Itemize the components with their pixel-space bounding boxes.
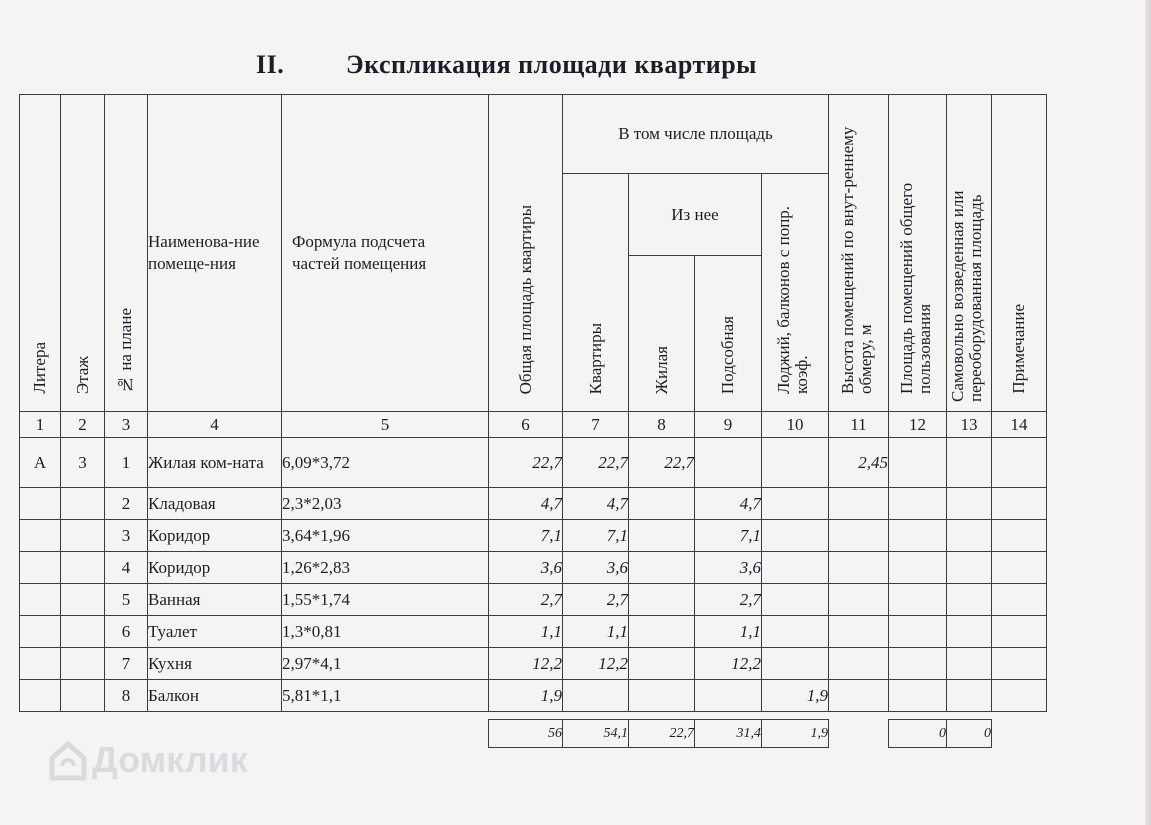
column-numbers-row [20, 412, 1047, 438]
cell-apartment-area [563, 680, 629, 712]
cell-note [992, 616, 1047, 648]
header-unauthorized: Самовольно возведенная или переоборудованная площадь [947, 95, 992, 412]
cell-auxiliary-area: 3,6 [695, 552, 762, 584]
cell-height [829, 584, 889, 616]
cell-height [829, 488, 889, 520]
cell-formula: 1,3*0,81 [282, 616, 489, 648]
cell-room-name: Коридор [148, 552, 282, 584]
cell-total-area: 4,7 [489, 488, 563, 520]
cell-litera [20, 488, 61, 520]
auxiliary-area-sum: 31,4 [695, 720, 762, 748]
cell-height [829, 648, 889, 680]
cell-loggia-area: 1,9 [762, 680, 829, 712]
cell-formula: 1,26*2,83 [282, 552, 489, 584]
column-number: 1 [20, 412, 61, 438]
cell-loggia-area [762, 584, 829, 616]
cell-unauthorized [947, 648, 992, 680]
header-living: Жилая [629, 256, 695, 412]
cell-litera [20, 584, 61, 616]
column-number: 6 [489, 412, 563, 438]
cell-room-name: Кладовая [148, 488, 282, 520]
cell-note [992, 648, 1047, 680]
cell-loggia-area [762, 438, 829, 488]
table-row [20, 488, 1047, 520]
cell-living-area [629, 552, 695, 584]
cell-formula: 3,64*1,96 [282, 520, 489, 552]
header-height: Высота помещений по внут-реннему обмеру, м [829, 95, 889, 412]
cell-common-area [889, 584, 947, 616]
cell-common-area [889, 648, 947, 680]
cell-floor [61, 520, 105, 552]
header-plan-number: № на плане [105, 95, 148, 412]
cell-litera [20, 648, 61, 680]
column-number: 5 [282, 412, 489, 438]
header-auxiliary: Подсобная [695, 256, 762, 412]
explication-table [19, 94, 1047, 748]
column-number: 10 [762, 412, 829, 438]
cell-living-area [629, 584, 695, 616]
cell-litera [20, 680, 61, 712]
header-room-name: Наименова-ние помеще-ния [148, 95, 282, 412]
cell-apartment-area: 1,1 [563, 616, 629, 648]
cell-floor [61, 616, 105, 648]
cell-formula: 6,09*3,72 [282, 438, 489, 488]
cell-common-area [889, 616, 947, 648]
common-area-sum: 0 [889, 720, 947, 748]
cell-plan-number: 8 [105, 680, 148, 712]
cell-plan-number: 5 [105, 584, 148, 616]
column-number: 2 [61, 412, 105, 438]
cell-height [829, 680, 889, 712]
column-number: 8 [629, 412, 695, 438]
cell-floor [61, 488, 105, 520]
cell-room-name: Балкон [148, 680, 282, 712]
cell-note [992, 488, 1047, 520]
cell-height: 2,45 [829, 438, 889, 488]
cell-common-area [889, 520, 947, 552]
cell-common-area [889, 552, 947, 584]
cell-loggia-area [762, 520, 829, 552]
cell-living-area [629, 648, 695, 680]
house-logo-icon [48, 738, 88, 782]
cell-auxiliary-area: 2,7 [695, 584, 762, 616]
cell-note [992, 438, 1047, 488]
cell-auxiliary-area: 4,7 [695, 488, 762, 520]
cell-loggia-area [762, 552, 829, 584]
cell-apartment-area: 22,7 [563, 438, 629, 488]
cell-plan-number: 7 [105, 648, 148, 680]
header-formula: Формула подсчета частей помещения [282, 95, 489, 412]
cell-height [829, 616, 889, 648]
cell-living-area [629, 520, 695, 552]
cell-total-area: 12,2 [489, 648, 563, 680]
table-row [20, 648, 1047, 680]
cell-apartment-area: 4,7 [563, 488, 629, 520]
living-area-sum: 22,7 [629, 720, 695, 748]
column-number: 7 [563, 412, 629, 438]
unauthorized-area-sum: 0 [947, 720, 992, 748]
cell-formula: 1,55*1,74 [282, 584, 489, 616]
cell-plan-number: 1 [105, 438, 148, 488]
cell-loggia-area [762, 488, 829, 520]
cell-unauthorized [947, 584, 992, 616]
watermark-text: Домклик [92, 739, 248, 780]
cell-floor [61, 552, 105, 584]
cell-auxiliary-area: 12,2 [695, 648, 762, 680]
header-floor: Этаж [61, 95, 105, 412]
cell-litera [20, 520, 61, 552]
cell-plan-number: 3 [105, 520, 148, 552]
cell-unauthorized [947, 438, 992, 488]
cell-living-area [629, 616, 695, 648]
table-row [20, 584, 1047, 616]
total-area-sum: 56 [489, 720, 563, 748]
cell-floor [61, 648, 105, 680]
cell-auxiliary-area [695, 438, 762, 488]
header-total-area: Общая площадь квартиры [489, 95, 563, 412]
cell-floor: 3 [61, 438, 105, 488]
cell-formula: 5,81*1,1 [282, 680, 489, 712]
table-row [20, 520, 1047, 552]
cell-height [829, 552, 889, 584]
cell-common-area [889, 680, 947, 712]
page-edge [1145, 0, 1151, 825]
cell-loggia-area [762, 648, 829, 680]
cell-unauthorized [947, 552, 992, 584]
section-title: Экспликация площади квартиры [346, 50, 757, 79]
column-number: 13 [947, 412, 992, 438]
domclick-watermark [48, 738, 248, 782]
column-number: 12 [889, 412, 947, 438]
column-number: 4 [148, 412, 282, 438]
header-of-which: Из нее [629, 174, 762, 256]
header-apartments: Квартиры [563, 174, 629, 412]
column-number: 11 [829, 412, 889, 438]
cell-litera [20, 616, 61, 648]
header-common-area: Площадь помещений общего пользования [889, 95, 947, 412]
cell-plan-number: 4 [105, 552, 148, 584]
cell-unauthorized [947, 520, 992, 552]
cell-height [829, 520, 889, 552]
cell-formula: 2,3*2,03 [282, 488, 489, 520]
cell-total-area: 3,6 [489, 552, 563, 584]
table-row [20, 680, 1047, 712]
cell-living-area: 22,7 [629, 438, 695, 488]
cell-auxiliary-area: 7,1 [695, 520, 762, 552]
cell-apartment-area: 7,1 [563, 520, 629, 552]
cell-common-area [889, 438, 947, 488]
table-row [20, 438, 1047, 488]
cell-total-area: 1,9 [489, 680, 563, 712]
cell-loggia-area [762, 616, 829, 648]
cell-note [992, 584, 1047, 616]
cell-plan-number: 2 [105, 488, 148, 520]
cell-total-area: 22,7 [489, 438, 563, 488]
cell-living-area [629, 488, 695, 520]
cell-room-name: Кухня [148, 648, 282, 680]
cell-total-area: 2,7 [489, 584, 563, 616]
cell-plan-number: 6 [105, 616, 148, 648]
cell-room-name: Туалет [148, 616, 282, 648]
loggia-area-sum: 1,9 [762, 720, 829, 748]
cell-common-area [889, 488, 947, 520]
cell-note [992, 680, 1047, 712]
cell-room-name: Ванная [148, 584, 282, 616]
cell-floor [61, 584, 105, 616]
table-row [20, 616, 1047, 648]
apartment-area-sum: 54,1 [563, 720, 629, 748]
cell-auxiliary-area: 1,1 [695, 616, 762, 648]
table-row [20, 552, 1047, 584]
cell-room-name: Коридор [148, 520, 282, 552]
header-loggias: Лоджий, балконов с попр. коэф. [762, 174, 829, 412]
cell-room-name: Жилая ком-ната [148, 438, 282, 488]
column-number: 3 [105, 412, 148, 438]
cell-apartment-area: 2,7 [563, 584, 629, 616]
column-number: 9 [695, 412, 762, 438]
header-note: Примечание [992, 95, 1047, 412]
section-number: II. [256, 50, 285, 79]
cell-litera [20, 552, 61, 584]
cell-floor [61, 680, 105, 712]
cell-total-area: 7,1 [489, 520, 563, 552]
cell-apartment-area: 3,6 [563, 552, 629, 584]
cell-apartment-area: 12,2 [563, 648, 629, 680]
cell-unauthorized [947, 616, 992, 648]
header-litera: Литера [20, 95, 61, 412]
cell-formula: 2,97*4,1 [282, 648, 489, 680]
cell-note [992, 552, 1047, 584]
cell-total-area: 1,1 [489, 616, 563, 648]
cell-unauthorized [947, 680, 992, 712]
header-including: В том числе площадь [563, 95, 829, 174]
cell-litera: А [20, 438, 61, 488]
cell-auxiliary-area [695, 680, 762, 712]
column-number: 14 [992, 412, 1047, 438]
cell-unauthorized [947, 488, 992, 520]
cell-living-area [629, 680, 695, 712]
cell-note [992, 520, 1047, 552]
